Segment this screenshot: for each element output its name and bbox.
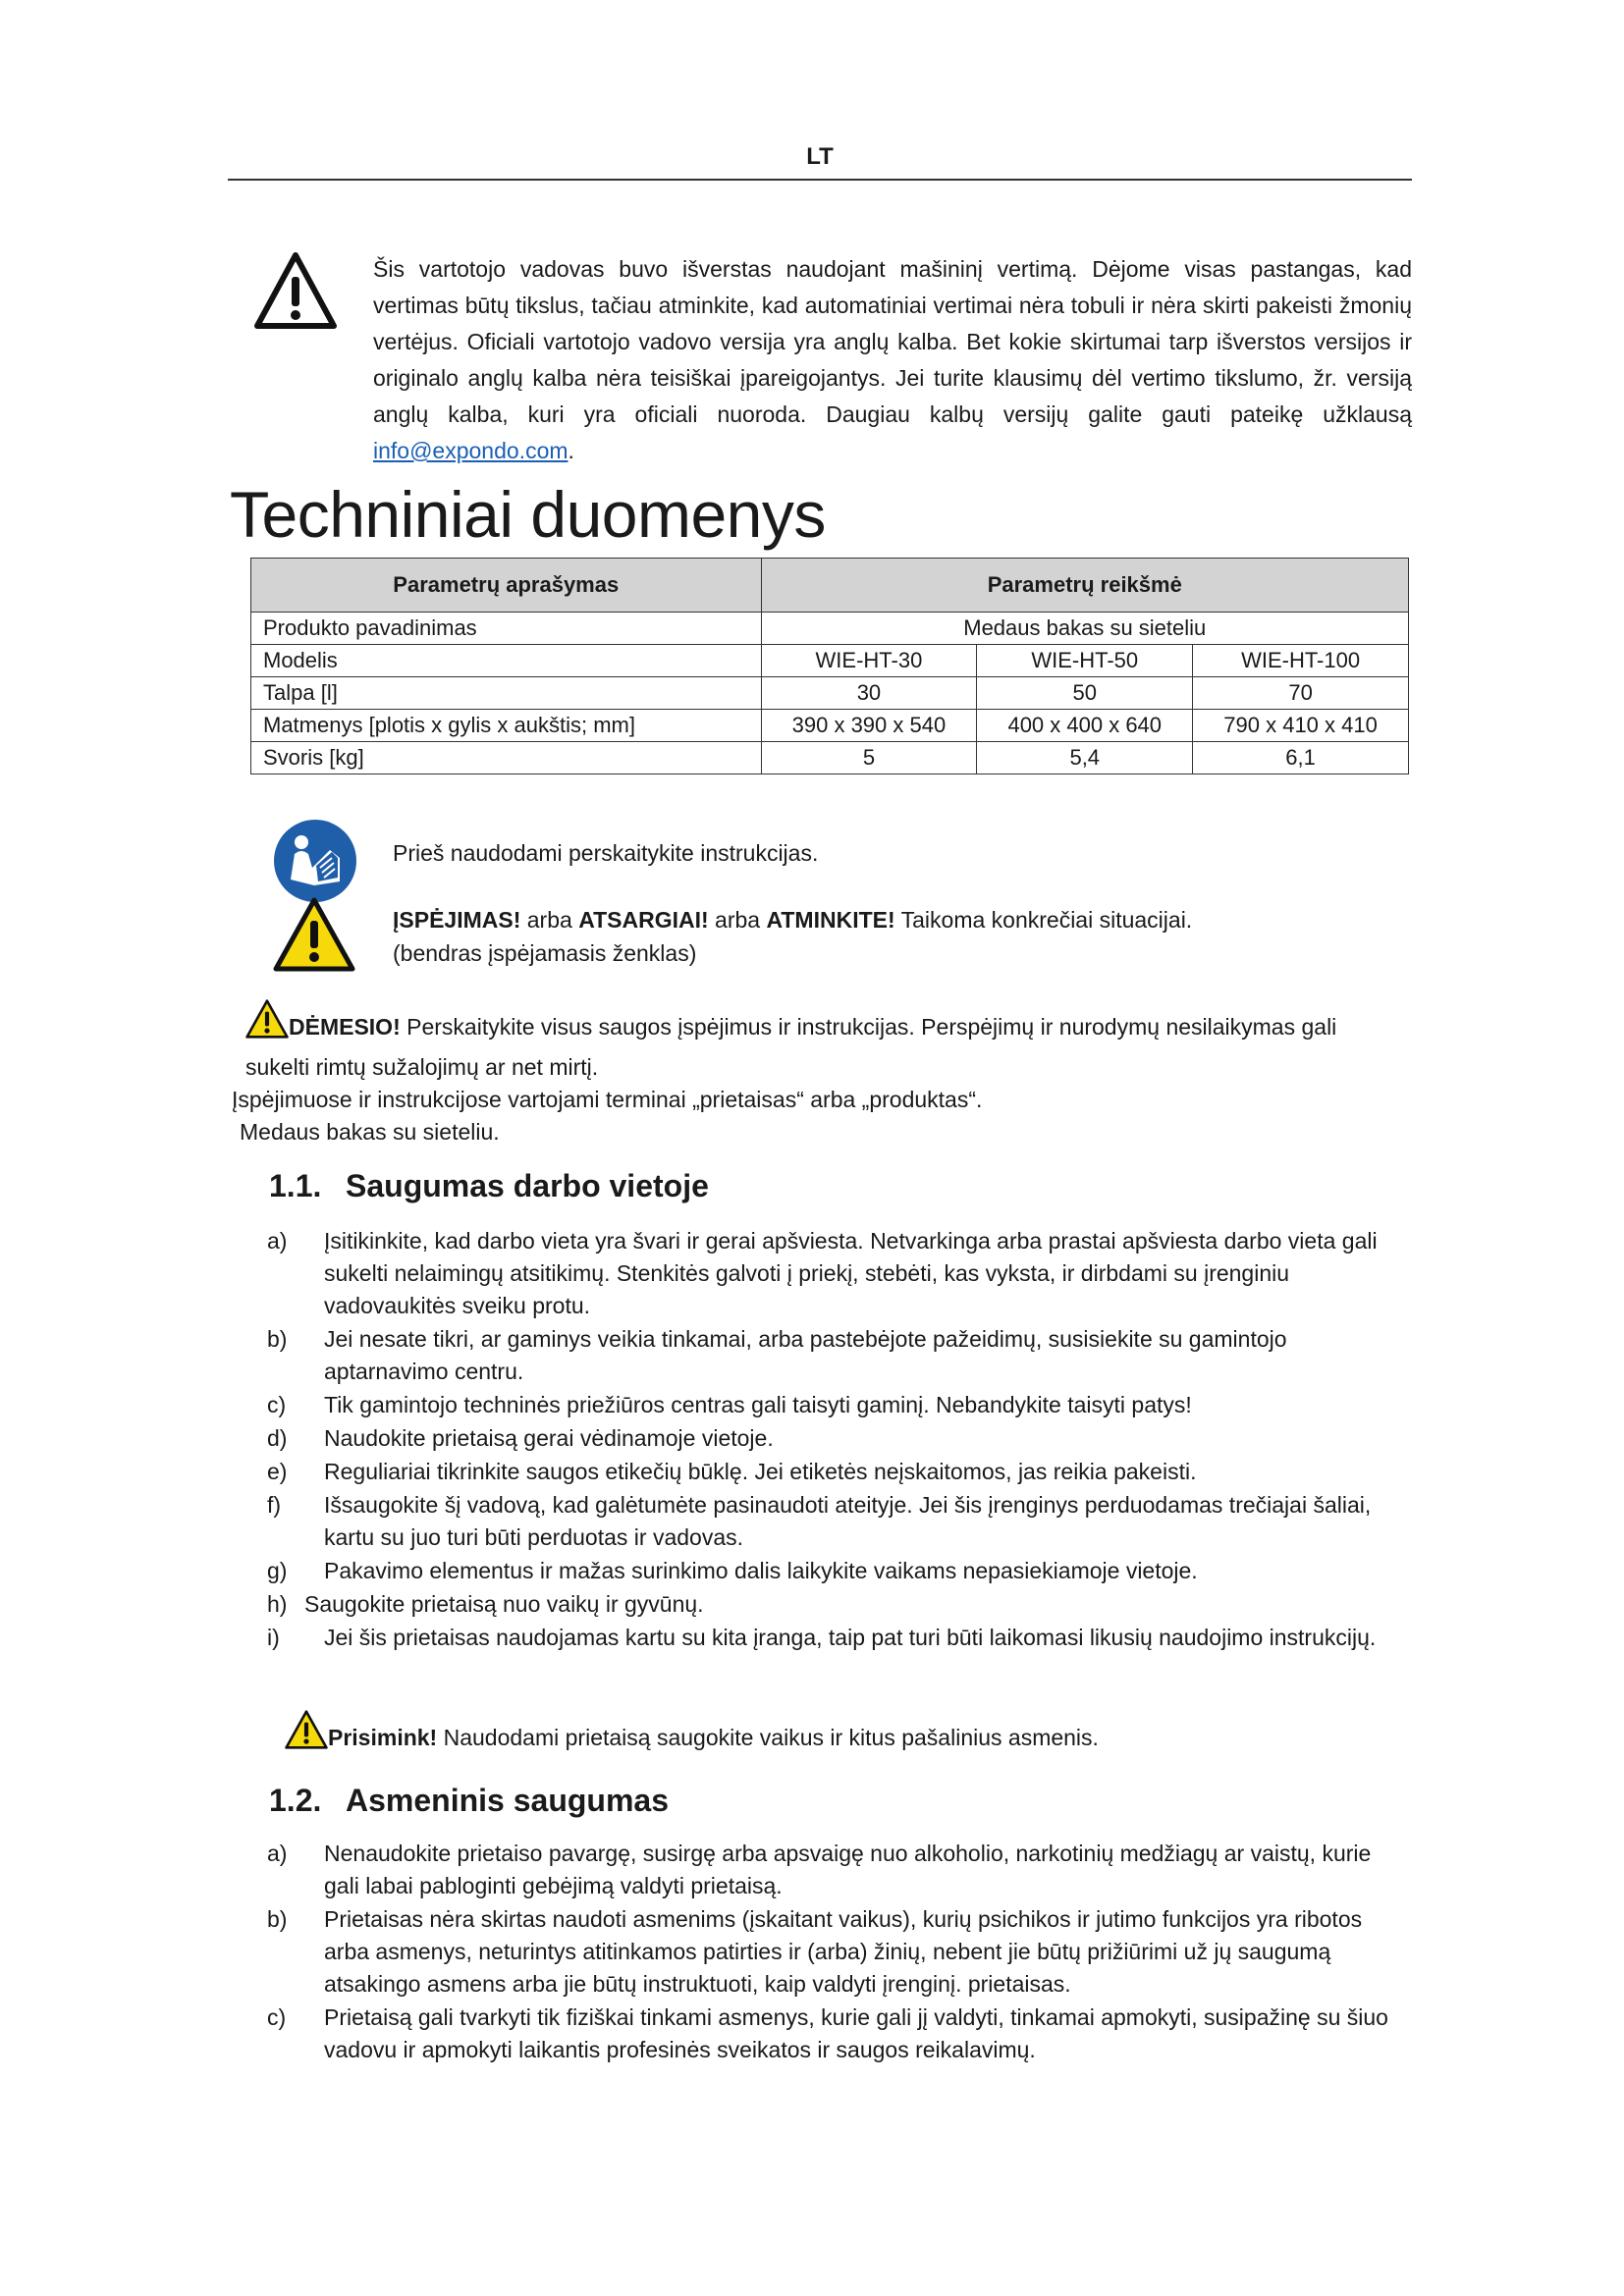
item-marker: c) bbox=[267, 2004, 287, 2030]
list-item bbox=[267, 1456, 1412, 1488]
warning-line-2: (bendras įspėjamasis ženklas) bbox=[393, 940, 697, 966]
cell: 70 bbox=[1193, 677, 1409, 710]
section-heading: Asmeninis saugumas bbox=[346, 1783, 669, 1818]
list-item bbox=[267, 1225, 1412, 1322]
item-text: Nenaudokite prietaiso pavargę, susirgę arba apsvaigę nuo alkoholio, narkotinių medžiagų ar vaistų, kurie gali labai pabloginti gebėjimą valdyti prietaisą. bbox=[324, 1841, 1372, 1898]
header-param: Parametrų aprašymas bbox=[251, 559, 762, 613]
cell: 400 x 400 x 640 bbox=[977, 710, 1193, 742]
situation-text: Taikoma konkrečiai situacijai. bbox=[894, 907, 1193, 933]
section-1-2-title bbox=[269, 1783, 669, 1819]
attention-text: Perskaitykite visus saugos įspėjimus ir instrukcijas. Perspėjimų ir nurodymų nesilaikymas gali bbox=[400, 1014, 1337, 1040]
email-link[interactable]: info@expondo.com bbox=[373, 438, 568, 463]
row-value: Medaus bakas su sieteliu bbox=[761, 613, 1408, 645]
attention-warning-icon bbox=[245, 999, 289, 1039]
item-text: Prietaisas nėra skirtas naudoti asmenims (įskaitant vaikus), kurių psichikos ir jutimo funkcijos yra ribotos arba asmenys, neturintys atitinkamos patirties ir (arba) žinių, nebent jie būtų prižiūrimi už jų saugumą atsakingo asmens arba jie būtų instruktuoti, kaip valdyti įrenginį. prietaisas. bbox=[324, 1906, 1363, 1997]
item-text: Prietaisą gali tvarkyti tik fiziškai tinkami asmenys, kurie gali jį valdyti, tinkamai apmokyti, susipažinę su šiuo vadovu ir apmokyti laikantis profesinės sveikatos ir saugos reikalavimų. bbox=[324, 2004, 1388, 2062]
remember-text: Naudodami prietaisą saugokite vaikus ir kitus pašalinius asmenis. bbox=[437, 1725, 1099, 1750]
cell: 5 bbox=[761, 742, 977, 774]
remember-warning-icon bbox=[285, 1710, 328, 1749]
item-marker: f) bbox=[267, 1492, 282, 1518]
item-marker: d) bbox=[267, 1425, 288, 1451]
cell: 5,4 bbox=[977, 742, 1193, 774]
language-header: LT bbox=[806, 143, 834, 170]
item-marker: h) bbox=[267, 1591, 288, 1617]
product-line: Medaus bakas su sieteliu. bbox=[240, 1119, 500, 1145]
note-label: ATMINKITE! bbox=[766, 907, 895, 933]
item-text: Išsaugokite šį vadovą, kad galėtumėte pasinaudoti ateityje. Jei šis įrenginys perduodamas trečiajai šaliai, kartu su juo turi būti perduotas ir vadovas. bbox=[324, 1492, 1372, 1550]
header-rule bbox=[228, 179, 1412, 181]
notice-end: . bbox=[568, 438, 574, 463]
list-item bbox=[267, 1422, 1412, 1455]
item-marker: b) bbox=[267, 1906, 288, 1932]
spec-table bbox=[250, 558, 1409, 774]
table-row bbox=[251, 613, 1409, 645]
row-label: Talpa [l] bbox=[251, 677, 762, 710]
general-warning-icon bbox=[273, 897, 355, 972]
table-row bbox=[251, 710, 1409, 742]
cell: WIE-HT-50 bbox=[977, 645, 1193, 677]
item-text: Saugokite prietaisą nuo vaikų ir gyvūnų. bbox=[304, 1591, 704, 1617]
attention-line-2: sukelti rimtų sužalojimų ar net mirtį. bbox=[245, 1054, 599, 1080]
list-item bbox=[267, 1389, 1412, 1421]
caution-label: ATSARGIAI! bbox=[578, 907, 709, 933]
cell: 6,1 bbox=[1193, 742, 1409, 774]
item-marker: a) bbox=[267, 1841, 288, 1866]
remember-note bbox=[285, 1710, 1099, 1754]
cell: WIE-HT-30 bbox=[761, 645, 977, 677]
item-marker: e) bbox=[267, 1459, 288, 1484]
warning-triangle-icon bbox=[253, 251, 338, 330]
warning-label: ĮSPĖJIMAS! bbox=[393, 907, 521, 933]
row-label: Produkto pavadinimas bbox=[251, 613, 762, 645]
item-text: Jei šis prietaisas naudojamas kartu su kita įranga, taip pat turi būti laikomasi likusių naudojimo instrukcijų. bbox=[324, 1625, 1377, 1650]
section-1-2-list bbox=[267, 1838, 1412, 2067]
item-text: Naudokite prietaisą gerai vėdinamoje vietoje. bbox=[324, 1425, 774, 1451]
list-item bbox=[267, 1588, 1412, 1621]
item-marker: g) bbox=[267, 1558, 288, 1583]
item-text: Jei nesate tikri, ar gaminys veikia tinkamai, arba pastebėjote pažeidimų, susisiekite su gamintojo aptarnavimo centru. bbox=[324, 1326, 1287, 1384]
cell: 30 bbox=[761, 677, 977, 710]
item-marker: b) bbox=[267, 1326, 288, 1352]
section-heading: Saugumas darbo vietoje bbox=[346, 1168, 709, 1203]
list-item bbox=[267, 1903, 1412, 2001]
read-manual-icon bbox=[273, 819, 357, 903]
list-item bbox=[267, 1838, 1412, 1902]
warning-line-1 bbox=[393, 903, 1192, 936]
or-text: arba bbox=[708, 907, 767, 933]
table-header-row bbox=[251, 559, 1409, 613]
cell: 790 x 410 x 410 bbox=[1193, 710, 1409, 742]
row-label: Matmenys [plotis x gylis x aukštis; mm] bbox=[251, 710, 762, 742]
item-marker: a) bbox=[267, 1228, 288, 1254]
item-text: Įsitikinkite, kad darbo vieta yra švari ir gerai apšviesta. Netvarkinga arba prastai apšviesta darbo vieta gali sukelti nelaimingų atsitikimų. Stenkitės galvoti į priekį, stebėti, kas vyksta, ir dirbdami su įrenginiu vadovaukitės sveiku protu. bbox=[324, 1228, 1378, 1318]
notice-body: Šis vartotojo vadovas buvo išverstas naudojant mašininį vertimą. Dėjome visas pastangas, kad vertimas būtų tikslus, tačiau atminkite, kad automatiniai vertimai nėra tobuli ir nėra skirti pakeisti žmonių vertėjus. Oficiali vartotojo vadovo versija yra anglų kalba. Bet kokie skirtumai tarp išverstos versijos ir originalo anglų kalba nėra teisiškai įpareigojantys. Jei turite klausimų dėl vertimo tikslumo, žr. versiją anglų kalba, kuri yra oficiali nuoroda. Daugiau kalbų versijų galite gauti pateikę užklausą bbox=[373, 256, 1412, 427]
table-row bbox=[251, 742, 1409, 774]
table-row bbox=[251, 677, 1409, 710]
cell: 50 bbox=[977, 677, 1193, 710]
attention-label: DĖMESIO! bbox=[289, 1014, 401, 1040]
section-1-1-title bbox=[269, 1168, 709, 1204]
attention-line-1 bbox=[245, 999, 1414, 1043]
list-item bbox=[267, 1489, 1412, 1554]
row-label: Modelis bbox=[251, 645, 762, 677]
item-marker: c) bbox=[267, 1392, 287, 1417]
cell: WIE-HT-100 bbox=[1193, 645, 1409, 677]
list-item bbox=[267, 1555, 1412, 1587]
section-number: 1.1. bbox=[269, 1168, 322, 1203]
list-item bbox=[267, 2002, 1412, 2066]
section-number: 1.2. bbox=[269, 1783, 322, 1818]
list-item bbox=[267, 1323, 1412, 1388]
remember-label: Prisimink! bbox=[328, 1725, 438, 1750]
cell: 390 x 390 x 540 bbox=[761, 710, 977, 742]
section-1-1-list bbox=[267, 1225, 1412, 1655]
item-text: Reguliariai tikrinkite saugos etikečių būklę. Jei etiketės neįskaitomos, jas reikia pakeisti. bbox=[324, 1459, 1197, 1484]
row-label: Svoris [kg] bbox=[251, 742, 762, 774]
list-item bbox=[267, 1622, 1412, 1654]
item-text: Tik gamintojo techninės priežiūros centras gali taisyti gaminį. Nebandykite taisyti patys! bbox=[324, 1392, 1192, 1417]
table-row bbox=[251, 645, 1409, 677]
read-instructions-text: Prieš naudodami perskaitykite instrukcijas. bbox=[393, 840, 819, 866]
or-text: arba bbox=[520, 907, 579, 933]
header-value: Parametrų reikšmė bbox=[761, 559, 1408, 613]
page-title: Techniniai duomenys bbox=[230, 478, 826, 551]
item-text: Pakavimo elementus ir mažas surinkimo dalis laikykite vaikams nepasiekiamoje vietoje. bbox=[324, 1558, 1198, 1583]
item-marker: i) bbox=[267, 1625, 280, 1650]
notice-text bbox=[373, 251, 1412, 469]
terms-line: Įspėjimuose ir instrukcijose vartojami terminai „prietaisas“ arba „produktas“. bbox=[232, 1087, 983, 1112]
